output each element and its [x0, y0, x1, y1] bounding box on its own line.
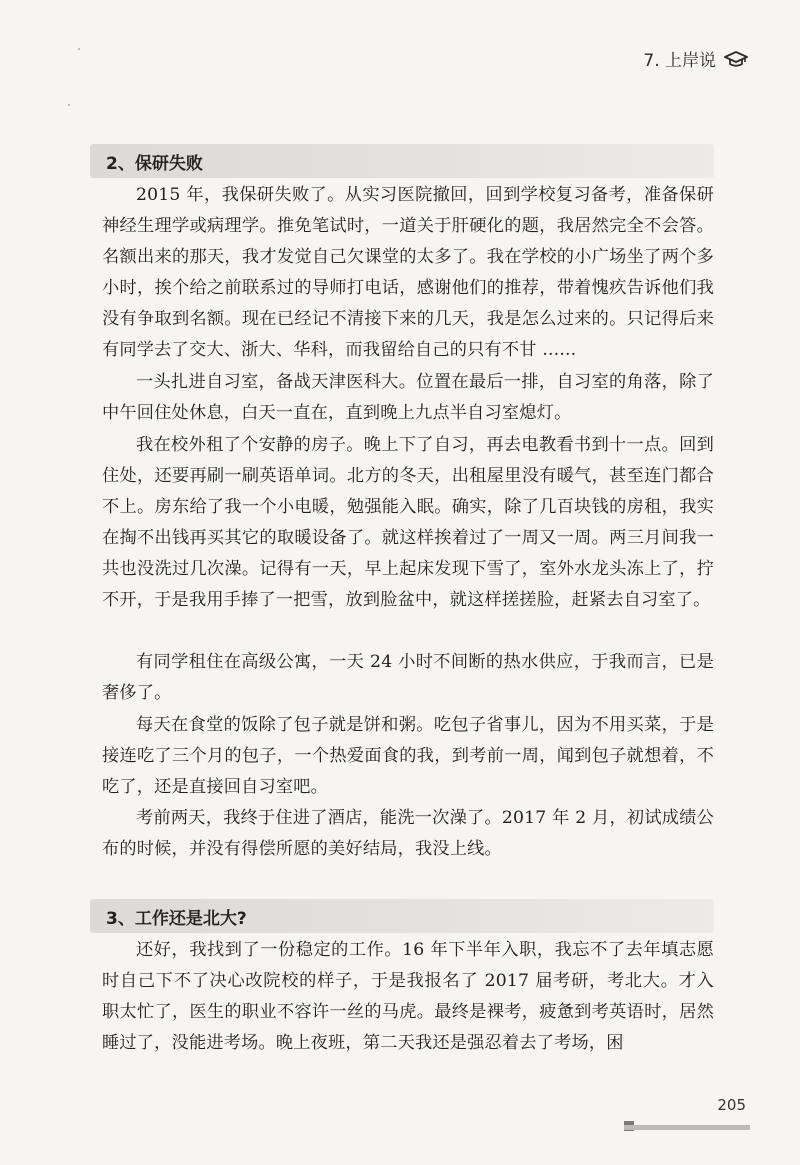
paragraph: 考前两天，我终于住进了酒店，能洗一次澡了。2017 年 2 月，初试成绩公布的时候，并没有得偿所愿的美好结局，我没上线。	[102, 808, 714, 859]
running-title: 7. 上岸说	[643, 51, 716, 71]
graduation-cap-icon	[724, 47, 748, 71]
paper-speck	[78, 48, 80, 50]
running-header	[643, 46, 748, 71]
footer-bar	[624, 1125, 750, 1130]
section-heading: 2、保研失败	[90, 144, 714, 178]
paper-speck	[68, 104, 70, 106]
page-number: 205	[717, 1096, 746, 1114]
paragraph: 每天在食堂的饭除了包子就是饼和粥。吃包子省事儿，因为不用买菜，于是接连吃了三个月的包子，一个热爱面食的我，到考前一周，闻到包子就想着，不吃了，还是直接回自习室吧。	[102, 715, 714, 797]
paragraph: 有同学租住在高级公寓，一天 24 小时不间断的热水供应，于我而言，已是奢侈了。	[102, 652, 714, 703]
paragraph: 还好，我找到了一份稳定的工作。16 年下半年入职，我忘不了去年填志愿时自己下不了决心改院校的样子，于是我报名了 2017 届考研，考北大。才入职太忙了，医生的职业不容许一丝的马虎。最终是裸考，疲惫到考英语时，居然睡过了，没能进考场。晚上夜班，第二天我还是强忍着去了考场，困	[102, 940, 714, 1053]
paragraph: 2015 年，我保研失败了。从实习医院撤回，回到学校复习备考，准备保研神经生理学或病理学。推免笔试时，一道关于肝硬化的题，我居然完全不会答。名额出来的那天，我才发觉自己欠课堂的太多了。我在学校的小广场坐了两个多小时，挨个给之前联系过的导师打电话，感谢他们的推荐，带着愧疚告诉他们我没有争取到名额。现在已经记不清接下来的几天，我是怎么过来的。只记得后来有同学去了交大、浙大、华科，而我留给自己的只有不甘 ......	[102, 185, 714, 360]
section-heading: 3、工作还是北大?	[90, 899, 714, 933]
paragraph: 一头扎进自习室，备战天津医科大。位置在最后一排，自习室的角落，除了中午回住处休息，白天一直在，直到晚上九点半自习室熄灯。	[102, 372, 714, 423]
paragraph: 我在校外租了个安静的房子。晚上下了自习，再去电教看书到十一点。回到住处，还要再刷一刷英语单词。北方的冬天，出租屋里没有暖气，甚至连门都合不上。房东给了我一个小电暖，勉强能入眠。确实，除了几百块钱的房租，我实在掏不出钱再买其它的取暖设备了。就这样挨着过了一周又一周。两三月间我一共也没洗过几次澡。记得有一天，早上起床发现下雪了，室外水龙头冻上了，拧不开，于是我用手捧了一把雪，放到脸盆中，就这样搓搓脸，赶紧去自习室了。	[102, 435, 714, 610]
